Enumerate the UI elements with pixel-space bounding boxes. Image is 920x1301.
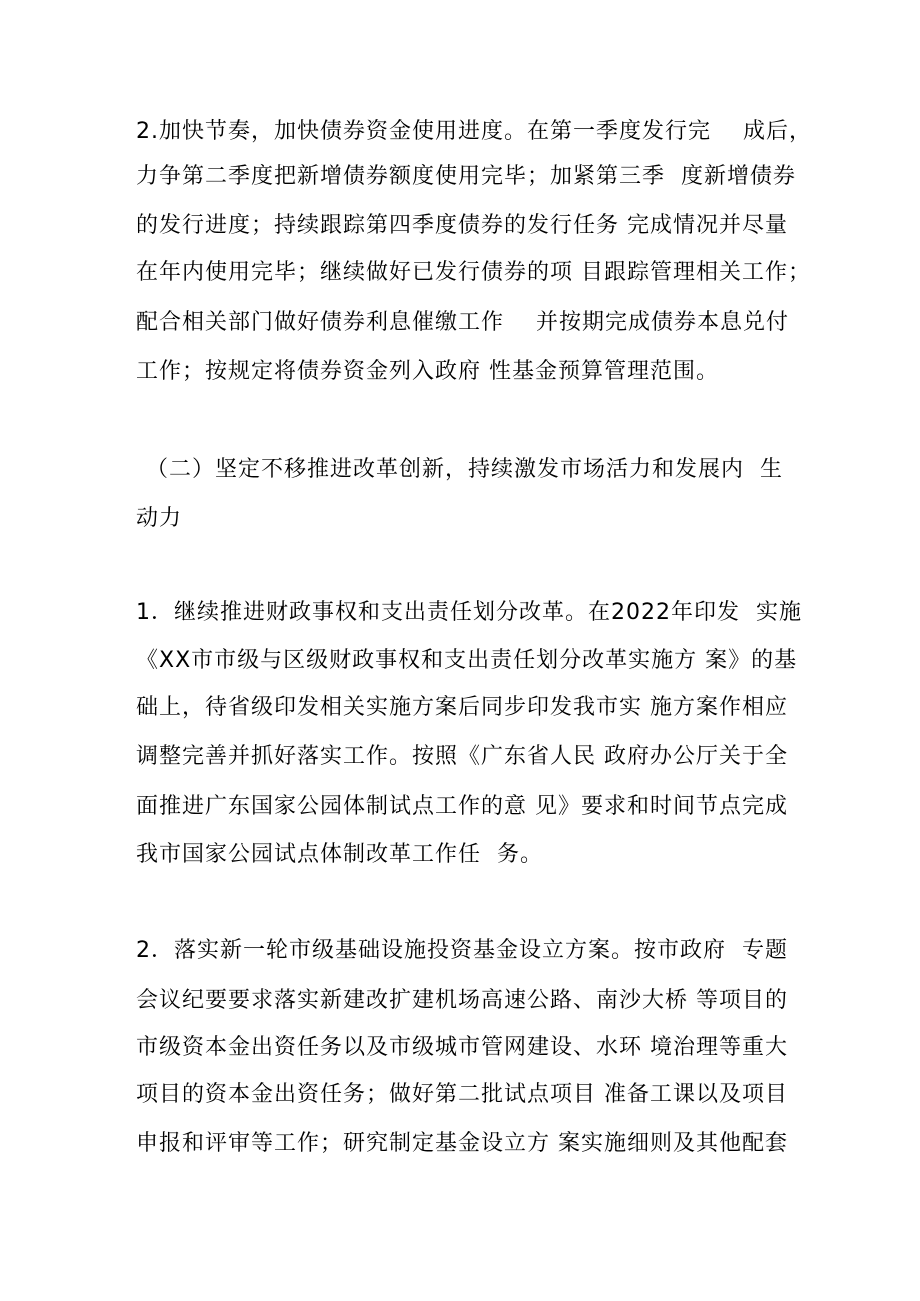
text-line: 2.加快节奏，加快债券资金使用进度。在第一季度发行完 成后， — [136, 119, 812, 144]
text-line: 的发行进度；持续跟踪第四季度债券的发行任务 完成情况并尽量 — [136, 213, 788, 238]
text-line: 申报和评审等工作；研究制定基金设立方 案实施细则及其他配套 — [136, 1131, 788, 1156]
text-line: 1．继续推进财政事权和支出责任划分改革。在2022年印发 实施 — [136, 600, 802, 625]
text-line: 在年内使用完毕；继续做好已发行债券的项 目跟踪管理相关工作； — [136, 260, 811, 285]
text-line: 础上，待省级印发相关实施方案后同步印发我市实 施方案作相应 — [136, 695, 788, 720]
text-line: 工作；按规定将债券资金列入政府 性基金预算管理范围。 — [136, 359, 719, 384]
text-line: 力争第二季度把新增债券额度使用完毕；加紧第三季 度新增债券 — [136, 164, 796, 189]
text-line: 调整完善并抓好落实工作。按照《广东省人民 政府办公厅关于全 — [136, 744, 788, 769]
text-line: 我市国家公园试点体制改革工作任 务。 — [136, 842, 543, 867]
text-line: 市级资本金出资任务以及市级城市管网建设、水环 境治理等重大 — [136, 1035, 788, 1060]
heading-line: （二）坚定不移推进改革创新，持续激发市场活力和发展内 生 — [146, 457, 783, 482]
text-line: 配合相关部门做好债券利息催缴工作 并按期完成债券本息兑付 — [136, 310, 789, 335]
text-line: 面推进广东国家公园体制试点工作的意 见》要求和时间节点完成 — [136, 794, 788, 819]
text-line: 项目的资本金出资任务；做好第二批试点项目 准备工课以及项目 — [136, 1082, 788, 1107]
text-line: 会议纪要要求落实新建改扩建机场高速公路、南沙大桥 等项目的 — [136, 988, 788, 1013]
heading-line: 动力 — [136, 506, 183, 531]
text-line: 2．落实新一轮市级基础设施投资基金设立方案。按市政府 专题 — [136, 938, 788, 963]
text-line: 《XX市市级与区级财政事权和支出责任划分改革实施方 案》的基 — [136, 648, 798, 673]
